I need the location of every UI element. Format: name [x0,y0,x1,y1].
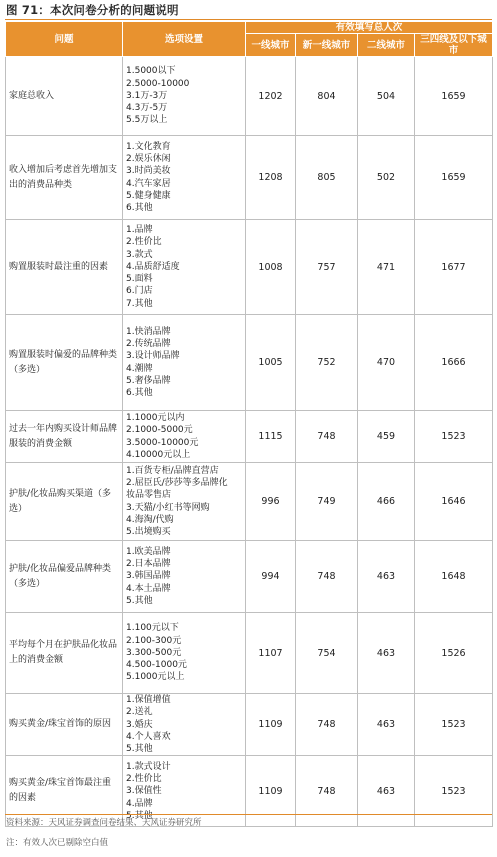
option-item: 5.奢侈品牌 [126,375,171,386]
count-cell: 1109 [246,694,296,756]
table-row [6,694,493,756]
count-cell: 994 [246,541,296,613]
header-tier-3-4: 三四线及以下城市 [415,34,493,57]
table-row [6,463,493,541]
count-cell: 757 [296,220,358,315]
count-cell: 1005 [246,315,296,411]
options-cell [123,463,246,541]
count-cell: 748 [296,694,358,756]
option-item: 6.门店 [126,286,153,297]
option-item: 2.传统品牌 [126,338,171,349]
header-options: 选项设置 [123,22,246,57]
question-cell: 购买黄金/珠宝首饰的原因 [6,694,123,756]
option-item: 1.快消品牌 [126,326,171,337]
count-cell: 996 [246,463,296,541]
count-cell: 463 [358,756,415,827]
header-tier-2: 二线城市 [358,34,415,57]
count-cell: 471 [358,220,415,315]
option-item: 3.5000-10000元 [126,437,199,448]
option-item: 5.其他 [126,810,153,821]
option-item: 1.5000以下 [126,66,176,77]
table-row [6,315,493,411]
table-row [6,136,493,220]
option-item: 1.品牌 [126,224,153,235]
question-cell: 过去一年内购买设计师品牌服装的消费金额 [6,411,123,463]
option-item: 4.潮牌 [126,363,153,374]
count-cell: 1659 [415,57,493,136]
header-question: 问题 [6,22,123,57]
options-cell [123,613,246,694]
option-item: 2.100-300元 [126,635,182,646]
count-cell: 1008 [246,220,296,315]
options-cell [123,315,246,411]
count-cell: 463 [358,694,415,756]
option-item: 1.欧美品牌 [126,546,171,557]
question-cell: 护肤/化妆品偏爱品牌种类（多选） [6,541,123,613]
count-cell: 463 [358,541,415,613]
options-cell [123,136,246,220]
footer-divider [5,814,492,815]
question-cell: 护肤/化妆品购买渠道（多选） [6,463,123,541]
options-cell [123,220,246,315]
count-cell: 749 [296,463,358,541]
table-row [6,613,493,694]
option-item: 2.5000-10000 [126,78,190,89]
option-item: 5.健身健康 [126,190,171,201]
count-cell: 1666 [415,315,493,411]
count-cell: 1523 [415,694,493,756]
option-item: 4.品质舒适度 [126,261,180,272]
option-item: 4.汽车家居 [126,178,171,189]
count-cell: 1107 [246,613,296,694]
option-item: 2.送礼 [126,707,153,718]
option-item: 5.1000元以上 [126,672,185,683]
header-valid-responses: 有效填写总人次 [246,22,493,34]
option-item: 1.100元以下 [126,623,179,634]
option-item: 3.保值性 [126,786,162,797]
option-item: 3.1万-3万 [126,90,168,101]
option-item: 5.面料 [126,274,153,285]
option-item: 4.10000元以上 [126,449,191,460]
option-item: 3.韩国品牌 [126,571,171,582]
count-cell: 1526 [415,613,493,694]
option-item: 4.个人喜欢 [126,731,171,742]
table-row [6,57,493,136]
table-body [6,57,493,827]
survey-table [5,21,493,827]
count-cell: 1659 [415,136,493,220]
option-item: 2.日本品牌 [126,559,171,570]
option-item: 6.其他 [126,203,153,214]
option-item: 4.本土品牌 [126,583,171,594]
option-item: 5.其他 [126,744,153,755]
count-cell: 466 [358,463,415,541]
count-cell: 1677 [415,220,493,315]
header-tier-1: 一线城市 [246,34,296,57]
count-cell: 1109 [246,756,296,827]
option-item: 1.文化教育 [126,141,171,152]
option-item: 4.品牌 [126,798,153,809]
count-cell: 504 [358,57,415,136]
count-cell: 459 [358,411,415,463]
count-cell: 1646 [415,463,493,541]
option-item: 1.保值增值 [126,695,171,705]
option-item: 3.婚庆 [126,719,153,730]
options-cell [123,57,246,136]
option-item: 7.其他 [126,298,153,309]
option-item: 2.1000-5000元 [126,425,193,436]
option-item: 1.百货专柜/品牌直营店 [126,465,219,476]
table-row [6,411,493,463]
count-cell: 502 [358,136,415,220]
count-cell: 752 [296,315,358,411]
option-item: 3.天猫/小红书等网购 [126,502,210,513]
question-cell: 购置服装时最注重的因素 [6,220,123,315]
option-item: 3.时尚美妆 [126,166,171,177]
option-item: 2.性价比 [126,237,162,248]
source-note: 资料来源：天风证券调查问卷结果、天风证券研究所 [6,818,202,828]
option-item: 2.屈臣氏/莎莎等多品牌化 [126,477,228,488]
option-item: 6.其他 [126,388,153,399]
count-cell: 1115 [246,411,296,463]
question-cell: 家庭总收入 [6,57,123,136]
option-item: 妆品零售店 [126,490,172,501]
count-cell: 463 [358,613,415,694]
table-header [6,22,493,57]
table-row [6,541,493,613]
option-item: 5.其他 [126,595,153,606]
count-cell: 804 [296,57,358,136]
option-item: 2.娱乐休闲 [126,153,171,164]
table-row [6,220,493,315]
option-item: 2.性价比 [126,774,162,785]
title-divider [5,19,492,20]
option-item: 3.设计师品牌 [126,351,180,362]
option-item: 4.3万-5万 [126,103,168,114]
footnote: 注：有效人次已剔除空白值 [6,838,109,848]
option-item: 5.出境购买 [126,527,171,538]
count-cell: 748 [296,756,358,827]
question-cell: 平均每个月在护肤品化妆品上的消费金额 [6,613,123,694]
count-cell: 748 [296,541,358,613]
count-cell: 470 [358,315,415,411]
count-cell: 1523 [415,411,493,463]
option-item: 4.500-1000元 [126,660,187,671]
option-item: 4.海淘/代购 [126,514,174,525]
count-cell: 748 [296,411,358,463]
option-item: 3.300-500元 [126,647,182,658]
header-tier-new-1: 新一线城市 [296,34,358,57]
question-cell: 收入增加后考虑首先增加支出的消费品种类 [6,136,123,220]
count-cell: 1202 [246,57,296,136]
options-cell [123,694,246,756]
count-cell: 805 [296,136,358,220]
count-cell: 1208 [246,136,296,220]
question-cell: 购置服装时偏爱的品牌种类（多选） [6,315,123,411]
option-item: 1.款式设计 [126,761,171,772]
count-cell: 754 [296,613,358,694]
option-item: 5.5万以上 [126,115,168,126]
figure-title: 图 71：本次问卷分析的问题说明 [6,3,179,17]
question-cell: 购买黄金/珠宝首饰最注重的因素 [6,756,123,827]
count-cell: 1648 [415,541,493,613]
options-cell [123,541,246,613]
option-item: 1.1000元以内 [126,412,185,423]
options-cell [123,411,246,463]
option-item: 3.款式 [126,249,153,260]
count-cell: 1523 [415,756,493,827]
